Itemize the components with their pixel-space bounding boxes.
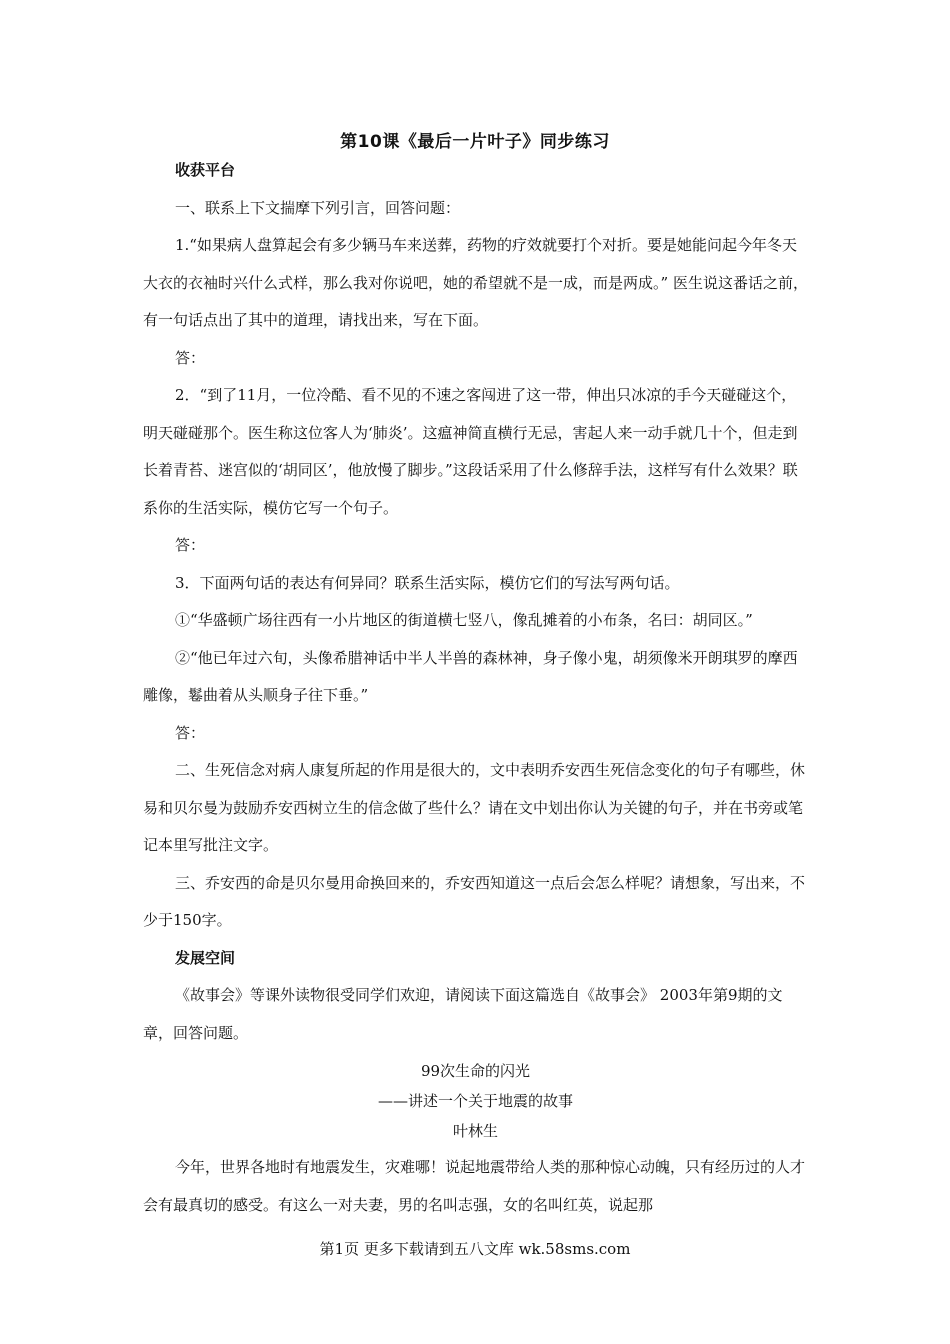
answer-label-1: 答： bbox=[175, 348, 206, 367]
part3-question: 三、乔安西的命是贝尔曼用命换回来的，乔安西知道这一点后会怎么样呢？请想象，写出来，不少于150字。 bbox=[143, 873, 806, 929]
article-title: 99次生命的闪光 bbox=[420, 1062, 531, 1080]
section-heading-harvest: 收获平台 bbox=[175, 161, 236, 179]
develop-intro: 《故事会》等课外读物很受同学们欢迎，请阅读下面这篇选自《故事会》 2003年第9期的文章，回答问题。 bbox=[143, 986, 783, 1042]
part1-intro: 一、联系上下文揣摩下列引言，回答问题： bbox=[175, 198, 461, 217]
question-3-sentence-1: ①“华盛顿广场往西有一小片地区的街道横七竖八，像乱摊着的小布条，名曰：胡同区。” bbox=[175, 611, 753, 629]
question-3-sentence-2: ②“他已年过六旬，头像希腊神话中半人半兽的森林神，身子像小鬼，胡须像米开朗琪罗的摩西雕像，鬈曲着从头顺身子往下垂。” bbox=[143, 648, 798, 704]
article-subtitle: ——讲述一个关于地震的故事 bbox=[377, 1092, 573, 1110]
document-body bbox=[143, 152, 808, 1224]
page-footer: 第1页 更多下载请到五八文库 wk.58sms.com bbox=[319, 1240, 631, 1258]
answer-label-2: 答： bbox=[175, 536, 206, 554]
part2-question: 二、生死信念对病人康复所起的作用是很大的，文中表明乔安西生死信念变化的句子有哪些，休易和贝尔曼为鼓励乔安西树立生的信念做了些什么？请在文中划出你认为关键的句子，并在书旁或笔记本里写批注文字。 bbox=[143, 761, 806, 854]
question-3: 3．下面两句话的表达有何异同？联系生活实际，模仿它们的写法写两句话。 bbox=[175, 573, 680, 592]
section-heading-develop: 发展空间 bbox=[175, 948, 236, 967]
question-2: 2．“到了11月，一位冷酷、看不见的不速之客闯进了这一带，伸出只冰凉的手今天碰碰这个，明天碰碰那个。医生称这位客人为‘肺炎’。这瘟神简直横行无忌，害起人来一动手就几十个，但走到长着青苔、迷宫似的‘胡同区’，他放慢了脚步。”这段话采用了什么修辞手法，这样写有什么效果？联系你的生活实际，模仿它写一个句子。 bbox=[143, 386, 798, 517]
article-author: 叶林生 bbox=[452, 1122, 498, 1140]
article-paragraph: 今年，世界各地时有地震发生，灾难哪！说起地震带给人类的那种惊心动魄，只有经历过的人才会有最真切的感受。有这么一对夫妻，男的名叫志强，女的名叫红英，说起那 bbox=[143, 1158, 806, 1214]
answer-label-3: 答： bbox=[175, 723, 206, 742]
question-1: 1.“如果病人盘算起会有多少辆马车来送葬，药物的疗效就要打个对折。要是她能问起今年冬天大衣的衣袖时兴什么式样，那么我对你说吧，她的希望就不是一成，而是两成。” 医生说这番话之前，有一句话点出了其中的道理，请找出来，写在下面。 bbox=[143, 236, 808, 329]
page-title: 第10课《最后一片叶子》同步练习 bbox=[340, 132, 610, 152]
